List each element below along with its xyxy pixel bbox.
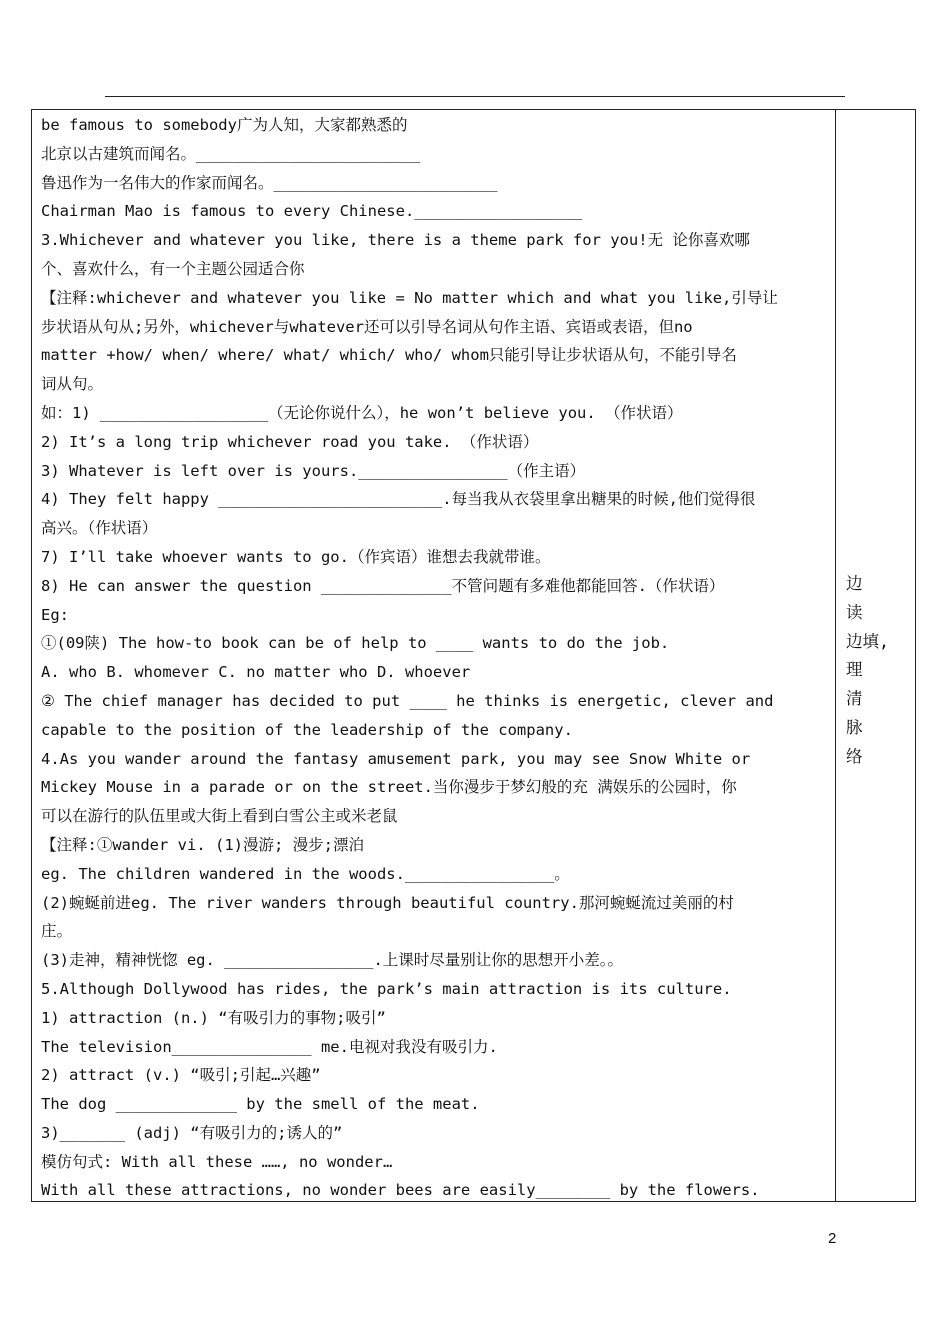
text-line: ② The chief manager has decided to put ____ he thinks is energetic, clever and <box>41 691 774 710</box>
text-line: 8) He can answer the question ______________不管问题有多难他都能回答.（作状语） <box>41 576 725 595</box>
side-note-column <box>846 570 912 772</box>
side-note-char: 脉 <box>846 717 863 737</box>
page-number: 2 <box>828 1230 837 1247</box>
text-line: 4) They felt happy ________________________.每当我从衣袋里拿出糖果的时候,他们觉得很 <box>41 490 756 509</box>
text-line: 【注释:whichever and whatever you like = No matter which and what you like,引导让 <box>41 288 778 307</box>
side-note-char: 络 <box>846 746 863 766</box>
text-line: be famous to somebody广为人知，大家都熟悉的 <box>41 116 408 134</box>
text-line: 模仿句式: With all these ……, no wonder… <box>41 1152 393 1171</box>
text-line: 7) I’ll take whoever wants to go.（作宾语）谁想去我就带谁。 <box>41 547 551 566</box>
text-line: 鲁迅作为一名伟大的作家而闻名。________________________ <box>41 173 498 192</box>
side-note-char: 读 <box>846 602 863 622</box>
text-line: capable to the position of the leadership of the company. <box>41 720 573 739</box>
text-line: Chairman Mao is famous to every Chinese.__________________ <box>41 202 583 221</box>
side-note-char: 边填, <box>846 631 889 651</box>
text-line: 步状语从句从;另外，whichever与whatever还可以引导名词从句作主语、宾语或表语，但no <box>41 317 693 336</box>
text-line: ①(09陕) The how-to book can be of help to ____ wants to do the job. <box>41 634 670 653</box>
text-line: 词从句。 <box>41 375 104 394</box>
text-line: 可以在游行的队伍里或大街上看到白雪公主或米老鼠 <box>41 807 398 826</box>
text-line: (3)走神，精神恍惚 eg. ________________.上课时尽量别让你的思想开小差。。 <box>41 951 624 970</box>
text-line: 3) Whatever is left over is yours.________________（作主语） <box>41 461 586 480</box>
text-line: The television_______________ me.电视对我没有吸引力. <box>41 1037 498 1056</box>
text-line: 【注释:①wander vi. (1)漫游; 漫步;漂泊 <box>41 835 364 854</box>
text-line: Eg: <box>41 605 69 624</box>
main-text-column <box>41 111 827 1205</box>
text-line: 1) attraction (n.) “有吸引力的事物;吸引” <box>41 1008 386 1027</box>
text-line: The dog _____________ by the smell of the meat. <box>41 1095 480 1114</box>
text-line: With all these attractions, no wonder bees are easily________ by the flowers. <box>41 1181 760 1200</box>
text-line: 高兴。（作状语） <box>41 519 158 538</box>
text-line: 北京以古建筑而闻名。________________________ <box>41 144 420 163</box>
text-line: 5.Although Dollywood has rides, the park’s main attraction is its culture. <box>41 979 732 998</box>
text-line: A. who B. whomever C. no matter who D. whoever <box>41 663 471 682</box>
text-line: 4.As you wander around the fantasy amusement park, you may see Snow White or <box>41 749 751 768</box>
text-line: 个、喜欢什么，有一个主题公园适合你 <box>41 259 305 278</box>
side-note-char: 清 <box>846 689 863 709</box>
column-divider <box>835 109 836 1202</box>
text-line: 庄。 <box>41 922 73 941</box>
side-note-char: 边 <box>846 574 863 593</box>
text-line: 如：1) __________________（无论你说什么），he won’t believe you. （作状语） <box>41 403 683 422</box>
text-line: matter +how/ when/ where/ what/ which/ who/ whom只能引导让步状语从句，不能引导名 <box>41 346 737 365</box>
side-note-char: 理 <box>846 660 863 680</box>
text-line: 2) It’s a long trip whichever road you take. （作状语） <box>41 432 539 451</box>
text-line: 3)_______ (adj) “有吸引力的;诱人的” <box>41 1123 343 1142</box>
text-line: eg. The children wandered in the woods.________________。 <box>41 864 570 883</box>
text-line: 2) attract (v.) “吸引;引起…兴趣” <box>41 1066 321 1085</box>
text-line: (2)蜿蜒前进eg. The river wanders through beautiful country.那河蜿蜒流过美丽的村 <box>41 893 734 912</box>
text-line: Mickey Mouse in a parade or on the street.当你漫步于梦幻般的充 满娱乐的公园时，你 <box>41 778 737 797</box>
header-rule <box>105 96 845 97</box>
text-line: 3.Whichever and whatever you like, there is a theme park for you!无 论你喜欢哪 <box>41 231 750 250</box>
